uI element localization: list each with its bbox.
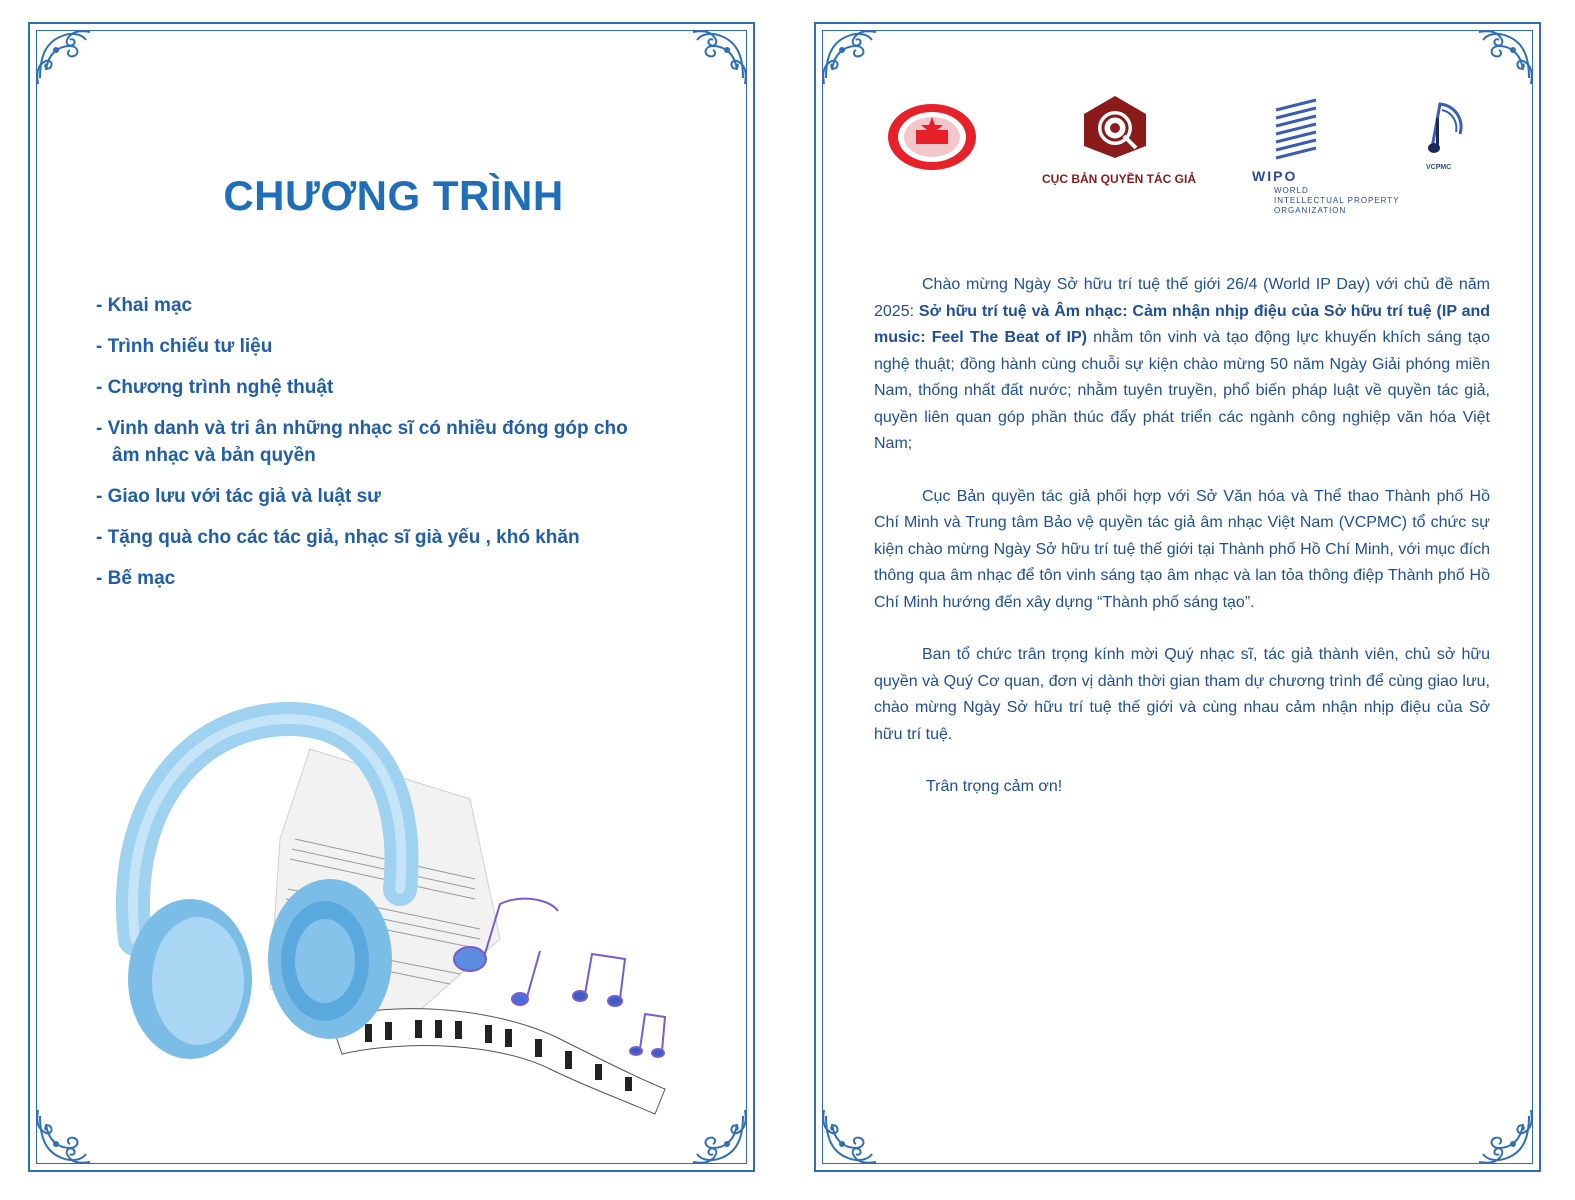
program-item: - Tặng quà cho các tác giả, nhạc sĩ già yếu , khó khăn <box>96 527 580 548</box>
program-item: - Khai mạc <box>96 295 193 316</box>
letter-paragraph: Cục Bản quyền tác giả phối hợp với Sở Văn hóa và Thể thao Thành phố Hồ Chí Minh và Trung tâm Bảo vệ quyền tác giả âm nhạc Việt Nam (VCPMC) tổ chức sự kiện chào mừng Ngày Sở hữu trí tuệ thế giới tại Thành phố Hồ Chí Minh, với mục đích thông qua âm nhạc để tôn vinh sáng tạo âm nhạc và lan tỏa thông điệp Thành phố Hồ Chí Minh hướng đến xây dựng “Thành phố sáng tạo”. <box>874 487 1490 611</box>
logo-row <box>816 84 1543 224</box>
headphones-illustration <box>80 689 680 1119</box>
corner-ornament <box>691 1108 751 1168</box>
corner-ornament <box>1477 1108 1537 1168</box>
program-item: - Giao lưu với tác giả và luật sư <box>96 486 381 507</box>
vcpmc-logo <box>1422 98 1468 160</box>
program-page <box>28 22 755 1172</box>
letter-paragraph: Ban tổ chức trân trọng kính mời Quý nhạc sĩ, tác giả thành viên, chủ sở hữu quyền và Quý Cơ quan, đơn vị dành thời gian tham dự chương trình để cùng giao lưu, chào mừng Ngày Sở hữu trí tuệ thế giới và cùng nhau cảm nhận nhịp điệu của Sở hữu trí tuệ. <box>874 646 1490 743</box>
wipo-org-line: WORLD <box>1274 186 1309 195</box>
program-item: - Trình chiếu tư liệu <box>96 336 273 357</box>
invitation-page <box>814 22 1541 1172</box>
corner-ornament <box>32 26 92 86</box>
wipo-org-line: INTELLECTUAL PROPERTY <box>1274 196 1400 205</box>
wipo-org-line: ORGANIZATION <box>1274 206 1347 215</box>
program-title: CHƯƠNG TRÌNH <box>223 172 564 219</box>
copyright-office-logo <box>1080 94 1150 160</box>
corner-ornament <box>818 26 878 86</box>
program-item: - Vinh danh và tri ân những nhạc sĩ có nhiều đóng góp cho âm nhạc và bản quyền <box>96 418 628 466</box>
paragraph-text: Chào mừng Ngày Sở hữu trí tuệ thế giới 26/4 (World IP Day) với chủ đề năm 2025: <box>874 276 1490 320</box>
program-list <box>96 292 656 606</box>
city-seal-logo <box>886 102 978 172</box>
wipo-name: WIPO <box>1252 168 1298 184</box>
program-item: - Chương trình nghệ thuật <box>96 377 334 398</box>
corner-ornament <box>691 26 751 86</box>
event-theme: Sở hữu trí tuệ và Âm nhạc: Cảm nhận nhịp điệu của Sở hữu trí tuệ (IP and music: Feel The Beat of IP) <box>874 302 1491 346</box>
corner-ornament <box>1477 26 1537 86</box>
wipo-globe-logo <box>1272 90 1320 166</box>
closing-line: Trân trọng cảm ơn! <box>926 778 1063 795</box>
invitation-letter <box>874 272 1490 827</box>
paragraph-text: nhằm tôn vinh và tạo động lực khuyến khích sáng tạo nghệ thuật; đồng hành cùng chuỗi sự kiện chào mừng 50 năm Ngày Giải phóng miền Nam, thống nhất đất nước; nhằm tuyên truyền, phổ biến pháp luật về quyền tác giả, quyền liên quan góp phần thúc đẩy phát triển các ngành công nghiệp văn hóa Việt Nam; <box>874 329 1491 452</box>
program-item: - Bế mạc <box>96 568 176 589</box>
wipo-org-name <box>1274 186 1399 216</box>
letter-paragraph <box>874 272 1490 458</box>
vcpmc-name: VCPMC <box>1426 164 1452 171</box>
corner-ornament <box>818 1108 878 1168</box>
copyright-office-name: CỤC BẢN QUYỀN TÁC GIẢ <box>1042 172 1197 186</box>
